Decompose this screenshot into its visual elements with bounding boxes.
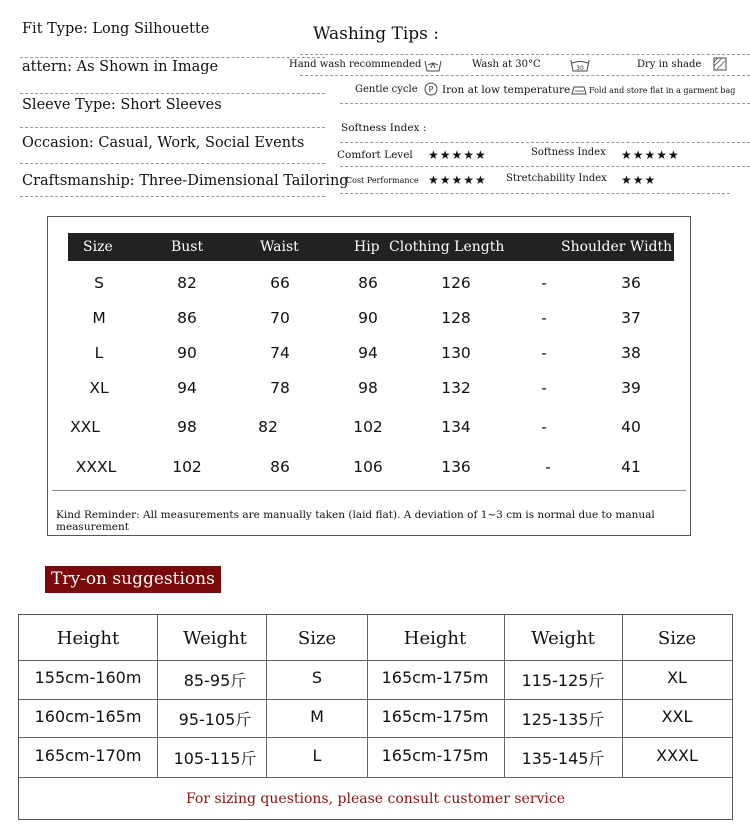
- size-cell-shoulder-width: 41: [621, 458, 641, 476]
- size-cell-dash: -: [541, 344, 547, 362]
- tryon-cell-size-2: XL: [667, 668, 687, 687]
- size-cell-dash: -: [541, 418, 547, 436]
- size-cell-bust: 86: [177, 309, 197, 327]
- tryon-cell-size: M: [310, 707, 324, 726]
- size-cell-bust: 102: [172, 458, 202, 476]
- spec-occasion: Occasion: Casual, Work, Social Events: [22, 135, 305, 151]
- softness-label: Softness Index: [531, 147, 606, 158]
- header-hip: Hip: [354, 239, 380, 255]
- wash-30-text: Wash at 30°C: [472, 59, 541, 70]
- size-cell-hip: 90: [358, 309, 378, 327]
- size-cell-clothing-length: 128: [441, 309, 471, 327]
- size-cell-dash: -: [541, 379, 547, 397]
- size-cell-size: XXL: [70, 418, 100, 436]
- size-cell-waist: 70: [270, 309, 290, 327]
- size-cell-hip: 94: [358, 344, 378, 362]
- dry-shade-text: Dry in shade: [637, 59, 702, 70]
- size-cell-waist: 74: [270, 344, 290, 362]
- size-cell-waist: 66: [270, 274, 290, 292]
- tryon-header-weight-2: Weight: [531, 628, 595, 649]
- header-clothing-length: Clothing Length: [389, 239, 505, 255]
- stretchability-stars: ★★★: [621, 173, 657, 187]
- tryon-cell-weight-2: 125-135斤: [521, 710, 605, 729]
- size-cell-clothing-length: 130: [441, 344, 471, 362]
- gentle-cycle-icon: [424, 82, 438, 96]
- tryon-title: Try-on suggestions: [45, 566, 221, 593]
- spec-pattern: attern: As Shown in Image: [22, 59, 219, 75]
- tryon-cell-size: S: [311, 668, 323, 687]
- tryon-header-height-2: Height: [403, 628, 467, 649]
- tryon-cell-height: 160cm-165m: [34, 707, 142, 726]
- iron-icon: [570, 84, 588, 96]
- softness-stars: ★★★★★: [621, 148, 680, 162]
- iron-text: Iron at low temperature: [442, 84, 571, 96]
- size-cell-bust: 90: [177, 344, 197, 362]
- dry-shade-icon: [713, 57, 727, 71]
- tryon-header-size-2: Size: [657, 628, 697, 649]
- size-cell-shoulder-width: 37: [621, 309, 641, 327]
- cost-performance-label: Cost Performance: [346, 176, 419, 185]
- washing-title: Washing Tips :: [313, 24, 439, 44]
- comfort-stars: ★★★★★: [428, 148, 487, 162]
- size-cell-shoulder-width: 38: [621, 344, 641, 362]
- tryon-cell-height-2: 165cm-175m: [381, 707, 489, 726]
- kind-reminder: Kind Reminder: All measurements are manually taken (laid flat). A deviation of 1~3 cm is normal due to manual measurement: [56, 509, 655, 533]
- tryon-cell-weight-2: 115-125斤: [521, 671, 605, 690]
- tryon-header-size: Size: [297, 628, 337, 649]
- size-cell-bust: 82: [177, 274, 197, 292]
- fold-store-text: Fold and store flat in a garment bag: [589, 86, 736, 95]
- header-size: Size: [83, 239, 113, 255]
- tryon-cell-size-2: XXXL: [656, 746, 698, 765]
- size-cell-dash: -: [541, 309, 547, 327]
- gentle-cycle-text: Gentle cycle: [355, 84, 418, 95]
- size-chart: [47, 216, 691, 536]
- size-cell-shoulder-width: 36: [621, 274, 641, 292]
- header-bust: Bust: [171, 239, 204, 255]
- cost-performance-stars: ★★★★★: [428, 173, 487, 187]
- tryon-cell-weight-2: 135-145斤: [521, 749, 605, 768]
- hand-wash-text: Hand wash recommended: [289, 59, 422, 70]
- size-cell-size: S: [94, 274, 104, 292]
- stretchability-label: Stretchability Index: [506, 173, 607, 184]
- spec-sleeve-type: Sleeve Type: Short Sleeves: [22, 97, 222, 113]
- size-cell-waist: 86: [270, 458, 290, 476]
- softness-section-title: Softness Index :: [341, 122, 427, 134]
- size-cell-waist: 78: [270, 379, 290, 397]
- size-cell-bust: 94: [177, 379, 197, 397]
- size-cell-dash: -: [545, 458, 551, 476]
- spec-craftsmanship: Craftsmanship: Three-Dimensional Tailoring: [22, 173, 349, 189]
- size-chart-header: [68, 233, 674, 261]
- tryon-table: [18, 614, 733, 820]
- size-cell-size: M: [92, 309, 106, 327]
- header-shoulder-width: Shoulder Width: [561, 239, 673, 255]
- spec-fit-type: Fit Type: Long Silhouette: [22, 21, 210, 37]
- tryon-cell-height: 165cm-170m: [34, 746, 142, 765]
- tryon-cell-height: 155cm-160m: [34, 668, 142, 687]
- tryon-cell-weight: 95-105斤: [178, 710, 252, 729]
- size-cell-clothing-length: 134: [441, 418, 471, 436]
- size-cell-size: L: [94, 344, 104, 362]
- size-cell-hip: 102: [353, 418, 383, 436]
- hand-wash-icon: [424, 59, 442, 72]
- size-cell-hip: 86: [358, 274, 378, 292]
- tryon-header-height: Height: [56, 628, 120, 649]
- size-cell-shoulder-width: 40: [621, 418, 641, 436]
- svg-text:30: 30: [576, 65, 584, 72]
- size-cell-dash: -: [541, 274, 547, 292]
- size-cell-size: XXXL: [75, 458, 117, 476]
- size-cell-clothing-length: 132: [441, 379, 471, 397]
- header-waist: Waist: [260, 239, 299, 255]
- size-cell-size: XL: [89, 379, 109, 397]
- size-cell-clothing-length: 136: [441, 458, 471, 476]
- wash-30-icon: [570, 58, 590, 72]
- size-cell-waist: 82: [258, 418, 278, 436]
- size-cell-clothing-length: 126: [441, 274, 471, 292]
- tryon-cell-height-2: 165cm-175m: [381, 746, 489, 765]
- size-cell-shoulder-width: 39: [621, 379, 641, 397]
- tryon-cell-size-2: XXL: [661, 707, 693, 726]
- tryon-footer: For sizing questions, please consult customer service: [185, 791, 566, 807]
- comfort-label: Comfort Level: [337, 149, 413, 161]
- svg-text:P: P: [428, 85, 434, 94]
- tryon-cell-size: L: [312, 746, 322, 765]
- size-cell-bust: 98: [177, 418, 197, 436]
- tryon-cell-weight: 105-115斤: [173, 749, 257, 768]
- size-cell-hip: 98: [358, 379, 378, 397]
- tryon-cell-height-2: 165cm-175m: [381, 668, 489, 687]
- size-cell-hip: 106: [353, 458, 383, 476]
- tryon-cell-weight: 85-95斤: [183, 671, 247, 690]
- tryon-header-weight: Weight: [183, 628, 247, 649]
